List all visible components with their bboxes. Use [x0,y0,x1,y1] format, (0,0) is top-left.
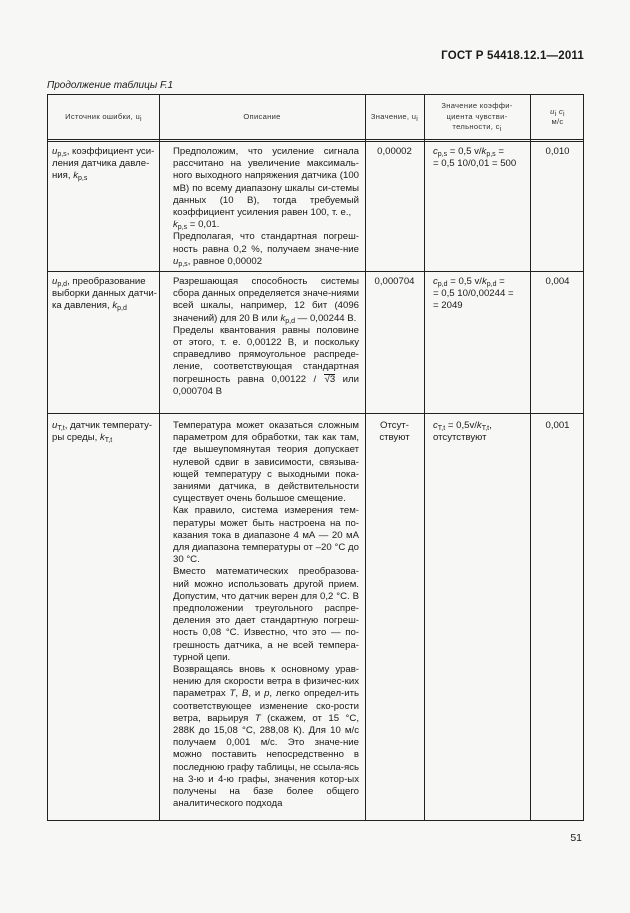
table-row-1-uc: 0,010 [545,146,570,157]
table-row-2-source: $u_{p,d}$, преобразование выборки данных датчи-ка давления, $k_{p,d}$ [52,276,157,313]
page-number: 51 [570,832,582,844]
column-divider [530,95,531,820]
row-divider [48,141,583,142]
row-divider [48,139,583,140]
table-row-1-coefficient: $c_{p,s} = 0,5$ $v/k_{p,s}$ = = 0,5 10/0,01 = 500 [433,146,517,170]
row-divider [48,271,583,272]
column-divider [159,95,160,820]
table-row-3-source: $u_{T,t}$, датчик температу-ры среды, $k_{T,t}$ [52,420,153,445]
table-caption: Продолжение таблицы F.1 [47,80,174,91]
table-row-2-description: Разрешающая способность системы сбора данных определяется значе-ниями всей шкалы, например, 12 бит (4096 значений) для 20 В или $k_{p,d}$ — 0,00244 В. Пределы квантования равны половине от этого, т. е. 0,00122 В, и поскольку справедливо прямоугольное распреде-ление, соответствующая стандартная погрешность равна 0,00122 / √3 или 0,000704 В [173,276,360,397]
row-divider [48,413,583,414]
table-row-2-coefficient: $c_{p,d} = 0,5$ $v/k_{p,d}$ = = 0,5 10/0,00244 = = 2049 [433,276,514,312]
table [47,94,584,821]
table-row-1-source: $u_{p,s}$, коэффициент уси-ления датчика давле-ния, $k_{p,s}$ [52,146,155,183]
table-row-1-description: Предположим, что усиление сигнала рассчитано на увеличение максималь-ного выходного напряжения датчика (100 мВ) по всему диапазону шкалы си-стемы данных (10 В), тогда требуемый коэффициент усиления равен 100, т. е., $k_{p,s} = 0,01$. Предполагая, что стандартная погреш-ность равна 0,2 %, получаем значе-ние $u_{p,s}$, равное 0,00002 [173,146,359,268]
header-source: Источник ошибки, $u_i$ [65,111,142,123]
column-divider [424,95,425,820]
header-value: Значение, $u_i$ [370,111,419,123]
table-row-3-uc: 0,001 [545,420,570,431]
header-coefficient: Значение коэффи- циента чувстви- тельности, $c_i$ [441,101,513,134]
table-row-2-value: 0,000704 [374,276,415,287]
table-row-1-value: 0,00002 [377,146,412,157]
sqrt-symbol: √3 [324,373,336,385]
table-row-3-description: Температура может оказаться сложным параметром для обработки, так как там, где вышеупомянутая теория допускает нулевой сдвиг в зависимости, связыва-ющей температуру с выходными пока-заниями датчика, в действительности существует очень большое смещение. Как правило, система измерения тем-пературы может быть настроена на по-казания тока в диапазоне 4 мА — 20 мА для диапазона температуры от –20 °С до 30 °С. Вместо математических преобразова-ний можно использовать другой прием. Допустим, что датчик верен для 0,2 °С. В предположении треугольного распре-деления это дает стандартную погреш-ность 0,08 °С. Известно, что это — по-грешность датчика, а не всей темпера-турной цепи. Возвращаясь вновь к основному урав-нению для скорости ветра в физичес-ких параметрах T, B, и p, легко определ-ить соответствующее изменение ско-рости ветра, варьируя T (скажем, от 15 °С, 288К до 15,08 °С, 288,08 К). Для 10 м/с получаем 0,001 м/с. Это значе-ние можно поставить непосредственно в последнюю графу таблицы, не ссылa-ясь на 3-ю и 4-ю графы, значения котор-ых получены на базе более общего аналитического подхода [173,420,359,810]
header-uc: $u_i$ $c_i$ м/с [550,106,565,126]
table-row-2-uc: 0,004 [545,276,570,287]
standard-code: ГОСТ Р 54418.12.1—2011 [441,50,584,62]
table-row-3-value: Отсут- ствуют [379,420,410,444]
header-description: Описание [243,111,281,121]
table-row-3-coefficient: $c_{T,t} = 0,5v/k_{T,t}$, отсутствуют [433,420,492,444]
column-divider [365,95,366,820]
